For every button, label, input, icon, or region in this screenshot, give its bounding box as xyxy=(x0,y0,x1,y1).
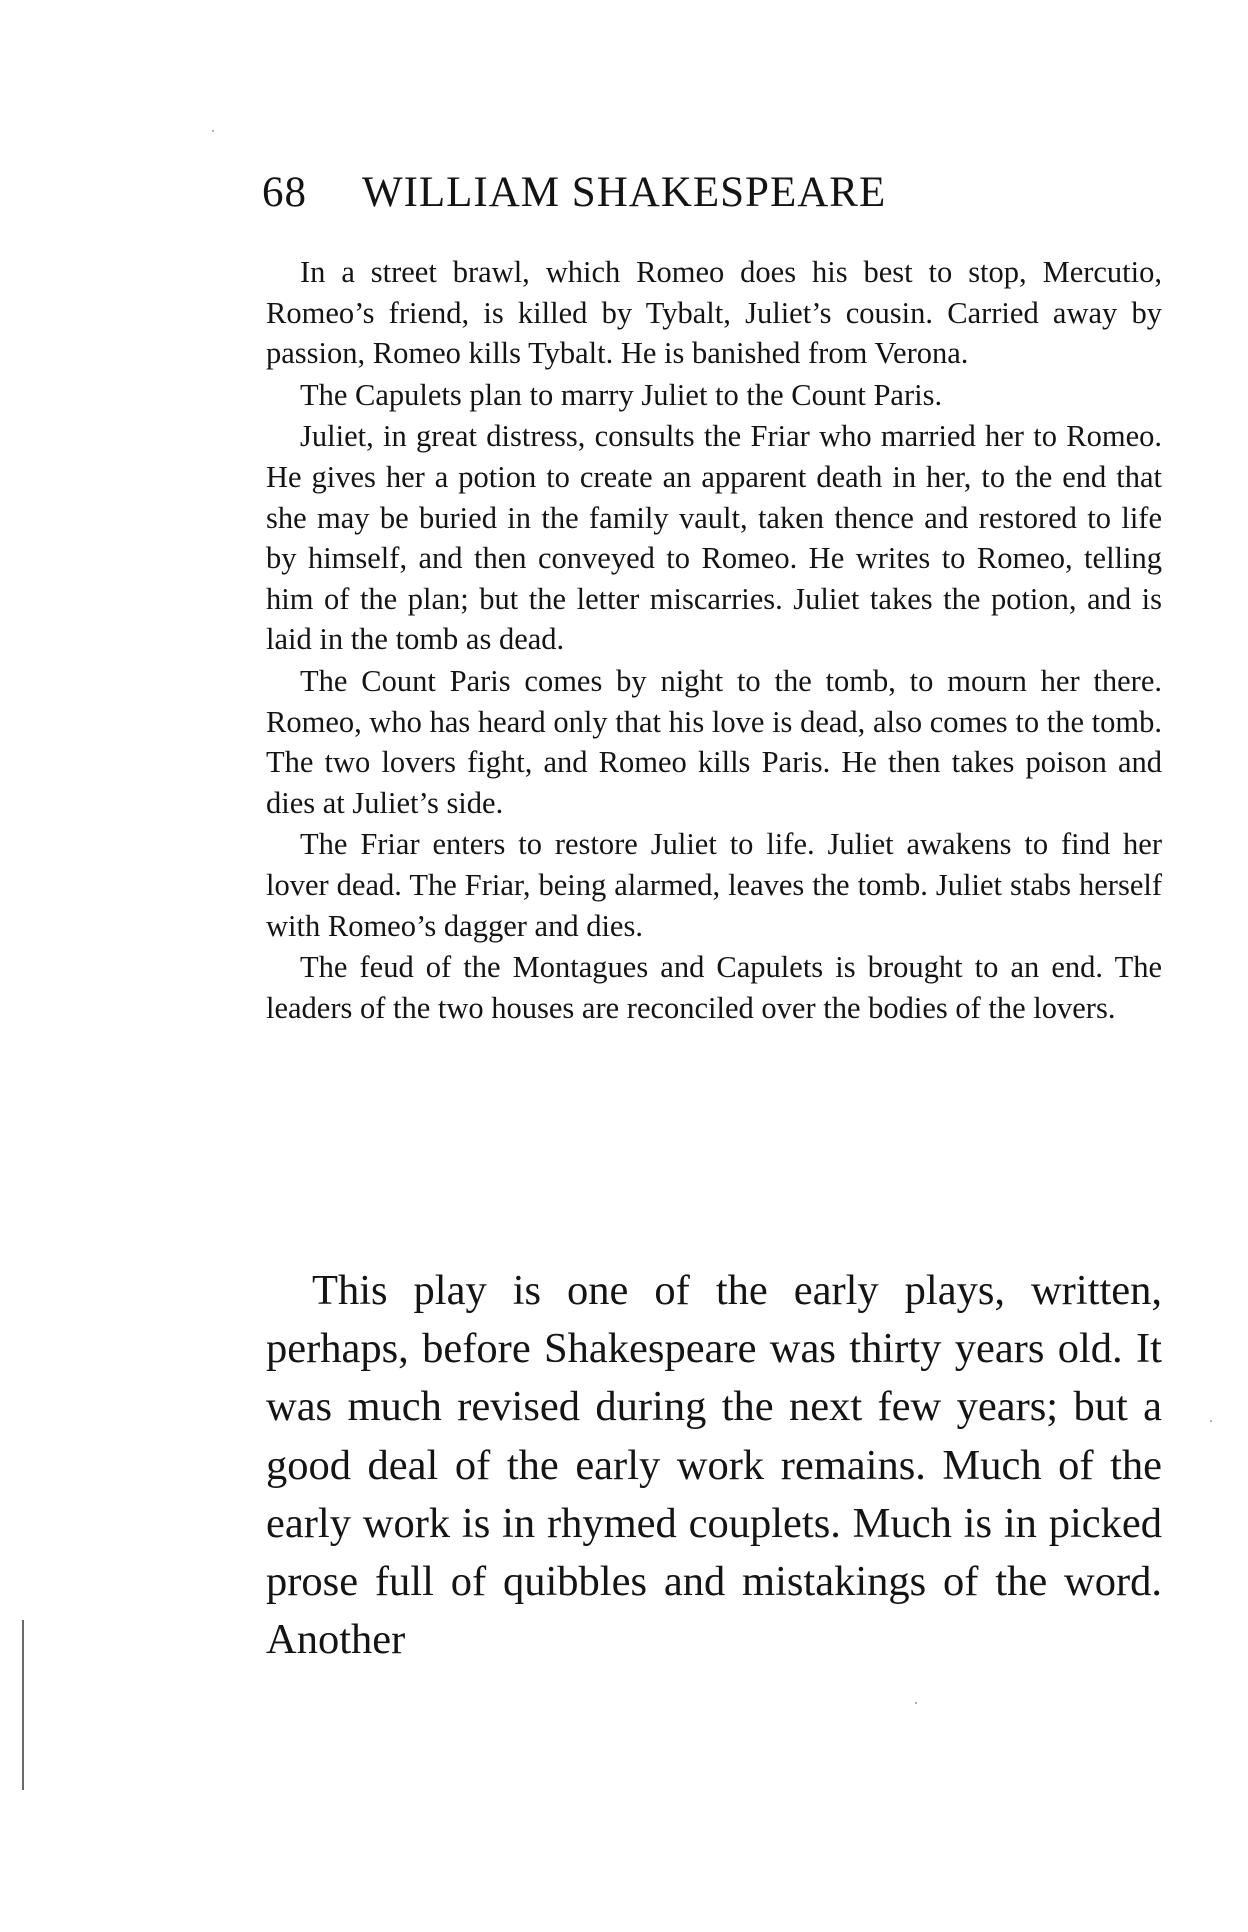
summary-paragraph: The Count Paris comes by night to the tomb, to mourn her there. Romeo, who has heard only that his love is dead, also comes to the tomb. The two lovers fight, and Romeo kills Paris. He then takes poison and dies at Juliet’s side. xyxy=(266,663,1162,820)
scan-margin-mark xyxy=(22,1620,24,1790)
scan-speck xyxy=(915,1702,917,1704)
summary-paragraph: In a street brawl, which Romeo does his best to stop, Mercutio, Romeo’s friend, is killed by Tybalt, Juliet’s cousin. Carried away by passion, Romeo kills Tybalt. He is banished from Verona. xyxy=(266,255,1162,371)
summary-paragraph: The Capulets plan to marry Juliet to the Count Paris. xyxy=(300,377,943,412)
running-title: WILLIAM SHAKESPEARE xyxy=(362,169,887,216)
summary-paragraph: Juliet, in great distress, consults the Friar who married her to Romeo. He gives her a potion to create an apparent death in her, to the end that she may be buried in the family vault, taken thence and restored to life by himself, and then conveyed to Romeo. He writes to Romeo, telling him of the plan; but the letter miscarries. Juliet takes the potion, and is laid in the tomb as dead. xyxy=(266,419,1162,657)
scan-speck xyxy=(1210,1420,1212,1422)
page-number: 68 xyxy=(262,169,307,216)
scan-speck xyxy=(212,130,214,132)
running-head xyxy=(262,168,1162,218)
summary-paragraph: The feud of the Montagues and Capulets is brought to an end. The leaders of the two houses are reconciled over the bodies of the lovers. xyxy=(266,950,1162,1025)
summary-paragraph: The Friar enters to restore Juliet to life. Juliet awakens to find her lover dead. The Friar, being alarmed, leaves the tomb. Juliet stabs herself with Romeo’s dagger and dies. xyxy=(266,827,1162,943)
plot-summary xyxy=(266,252,1162,1028)
body-text xyxy=(266,1262,1162,1669)
body-paragraph: This play is one of the early plays, written, perhaps, before Shakespeare was thirty years old. It was much revised during the next few years; but a good deal of the early work remains. Much of the early work is in rhymed couplets. Much is in picked prose full of quibbles and mistakings of the word. Another xyxy=(266,1267,1162,1664)
